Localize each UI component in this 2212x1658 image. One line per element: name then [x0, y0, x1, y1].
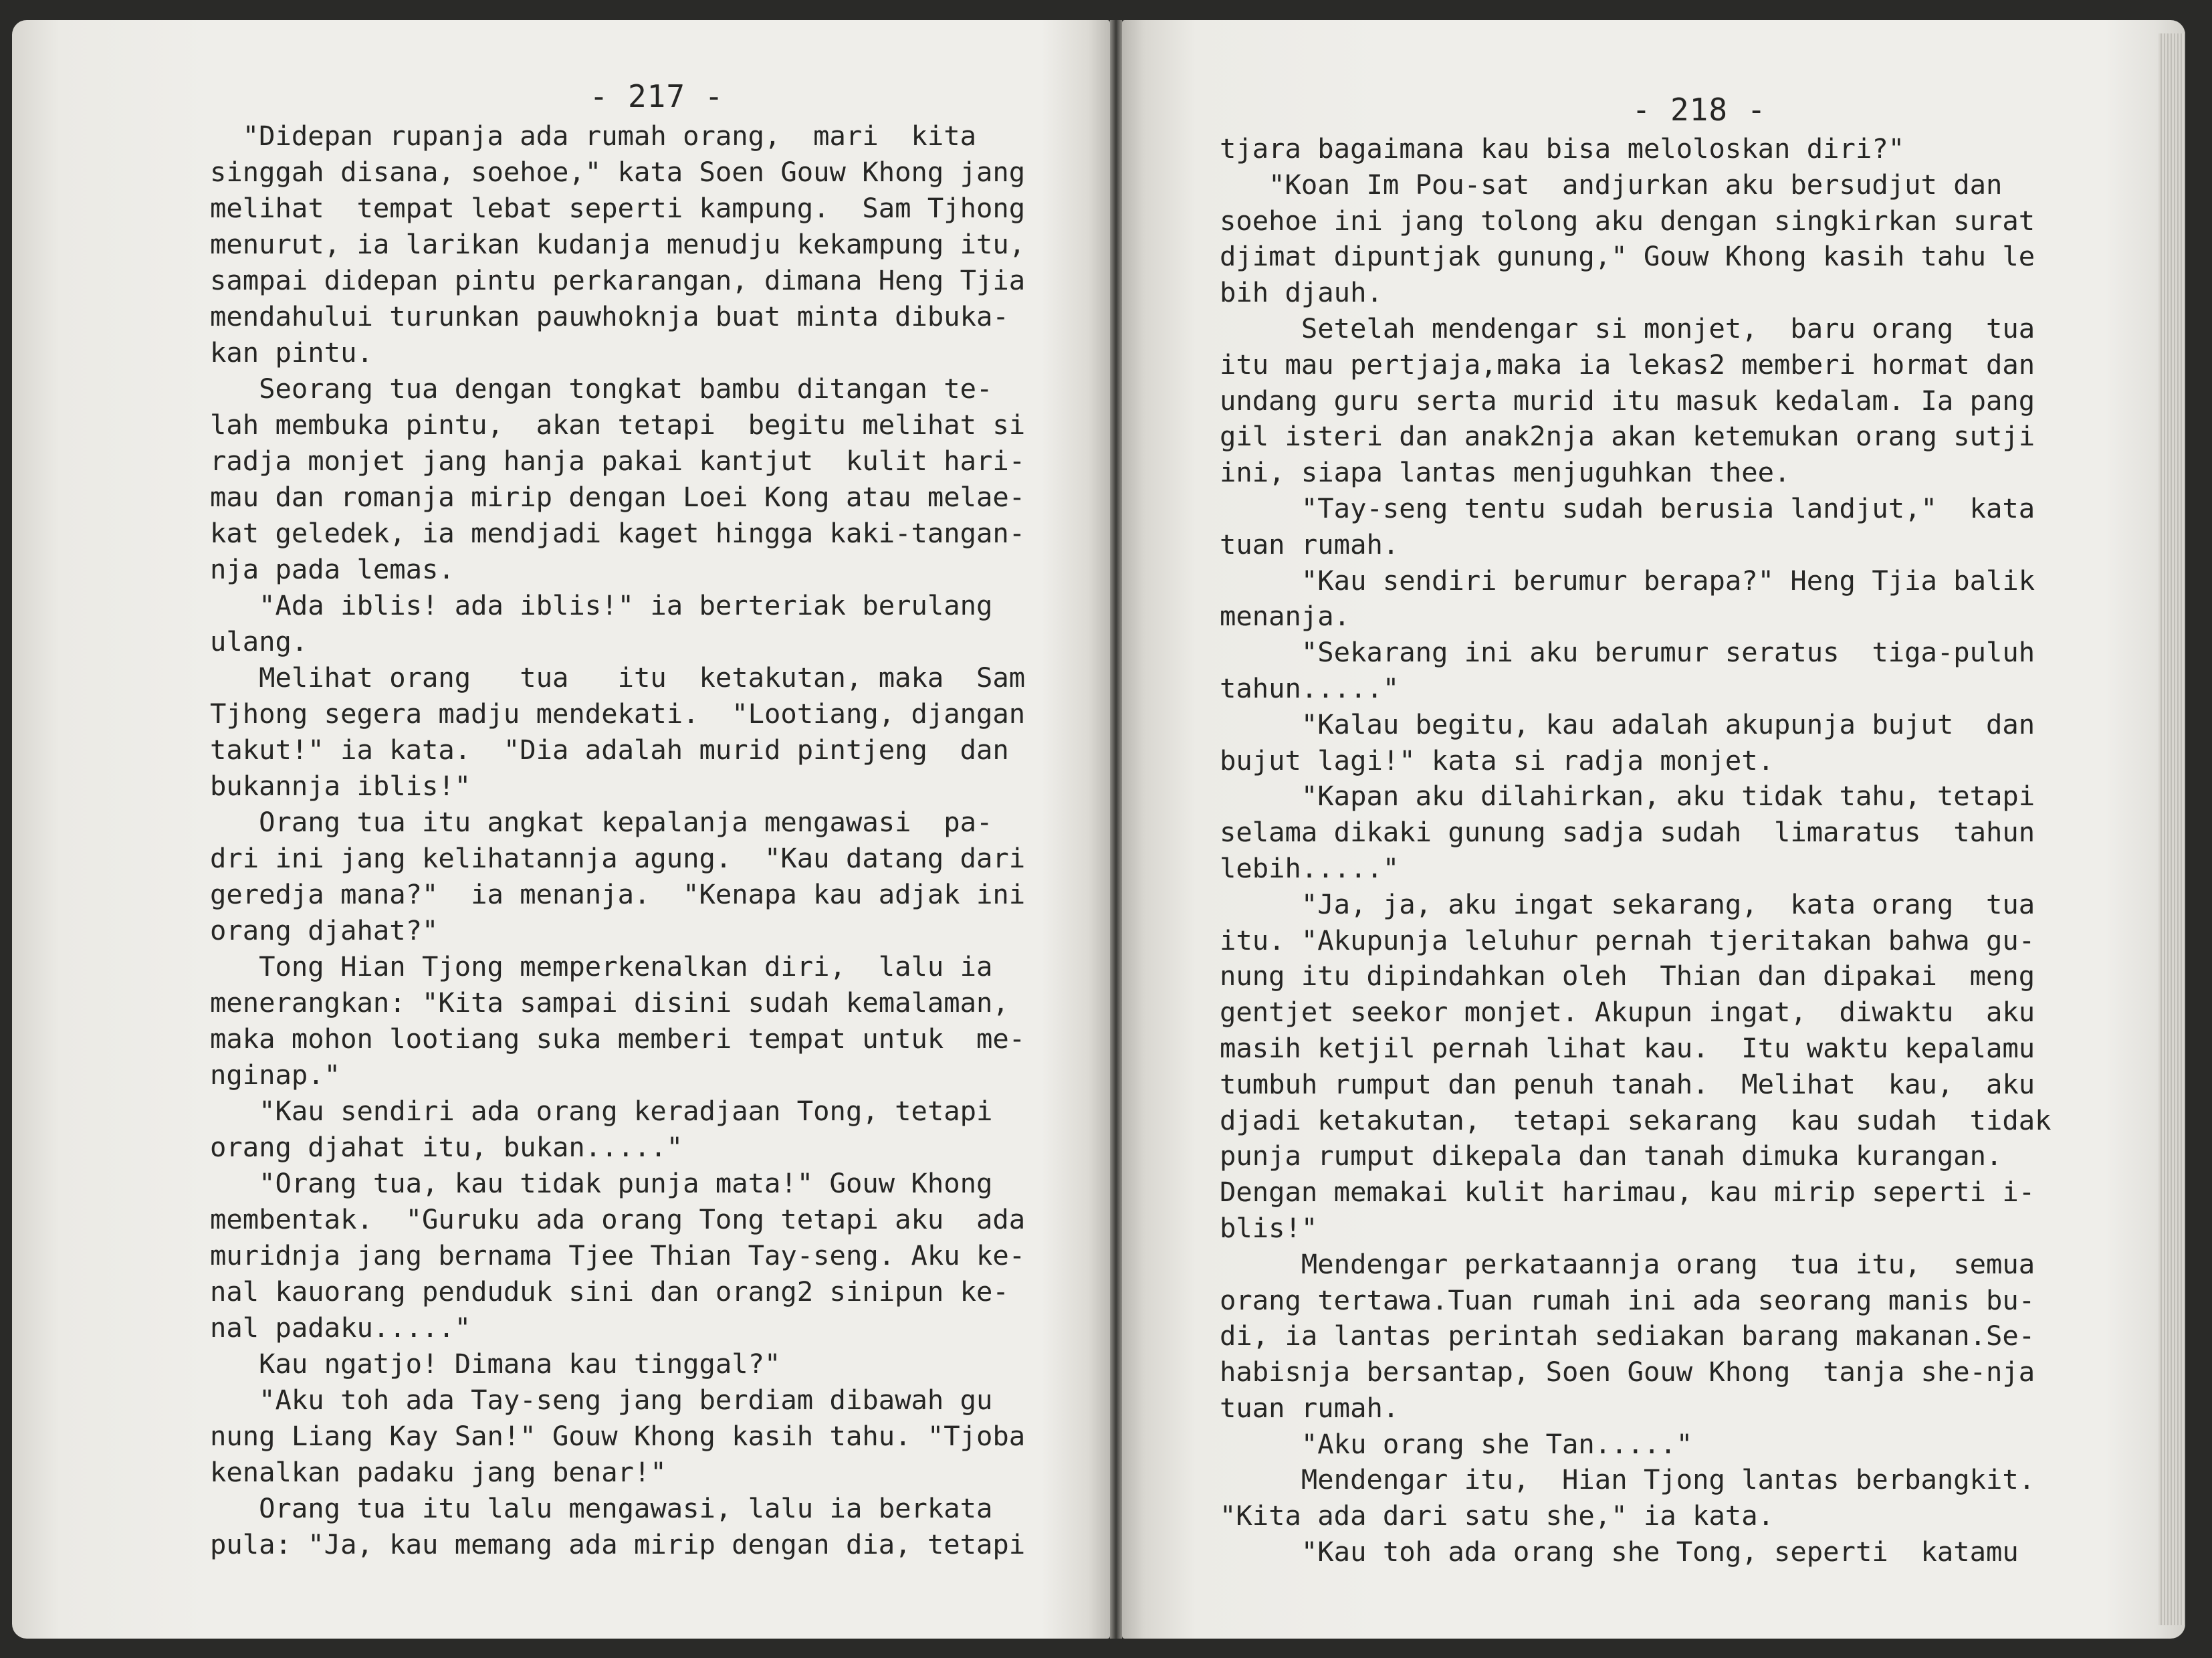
text-line: Mendengar perkataannja orang tua itu, semua: [1220, 1247, 2035, 1280]
page-number-right: - 218 -: [1632, 92, 1767, 128]
text-line: "Kau toh ada orang she Tong, seperti katamu: [1220, 1536, 2019, 1568]
text-line: kat geledek, ia mendjadi kaget hingga kaki-tangan-: [210, 517, 1026, 549]
text-line: nal kauorang penduduk sini dan orang2 sinipun ke-: [210, 1275, 1009, 1308]
text-line: tuan rumah.: [1220, 1391, 1400, 1424]
text-line: punja rumput dikepala dan tanah dimuka kurangan.: [1220, 1140, 2003, 1172]
text-line: "Kau sendiri ada orang keradjaan Tong, tetapi: [210, 1095, 993, 1127]
text-line: undang guru serta murid itu masuk kedalam. Ia pang: [1220, 384, 2035, 417]
text-line: nginap.": [210, 1059, 341, 1091]
text-line: "Orang tua, kau tidak punja mata!" Gouw Khong: [210, 1167, 993, 1199]
text-line: "Koan Im Pou-sat andjurkan aku bersudjut dan: [1220, 168, 2003, 201]
text-line: Setelah mendengar si monjet, baru orang tua: [1220, 312, 2035, 344]
text-line: Orang tua itu lalu mengawasi, lalu ia berkata: [210, 1492, 993, 1524]
text-line: gentjet seekor monjet. Akupun ingat, diwaktu aku: [1220, 996, 2035, 1029]
text-line: nung Liang Kay San!" Gouw Khong kasih tahu. "Tjoba: [210, 1420, 1026, 1452]
text-line: tahun.....": [1220, 671, 1400, 704]
text-line: "Aku orang she Tan.....": [1220, 1427, 1693, 1460]
text-line: sampai didepan pintu perkarangan, dimana Heng Tjia: [210, 264, 1026, 296]
text-line: "Didepan rupanja ada rumah orang, mari kita: [210, 120, 977, 152]
text-line: bih djauh.: [1220, 276, 1383, 309]
text-line: tuan rumah.: [1220, 528, 1400, 560]
text-line: blis!": [1220, 1211, 1318, 1244]
text-line: habisnja bersantap, Soen Gouw Khong tanja she-nja: [1220, 1356, 2035, 1388]
book-gutter: [1110, 20, 1122, 1639]
text-line: muridnja jang bernama Tjee Thian Tay-seng. Aku ke-: [210, 1239, 1026, 1271]
text-line: maka mohon lootiang suka memberi tempat untuk me-: [210, 1023, 1026, 1055]
text-line: "Kalau begitu, kau adalah akupunja bujut dan: [1220, 708, 2035, 740]
text-line: radja monjet jang hanja pakai kantjut kulit hari-: [210, 445, 1026, 477]
text-line: Kau ngatjo! Dimana kau tinggal?": [210, 1348, 781, 1380]
text-line: tjara bagaimana kau bisa meloloskan diri?": [1220, 132, 1905, 165]
text-line: orang djahat?": [210, 914, 439, 946]
text-line: Tjhong segera madju mendekati. "Lootiang, djangan: [210, 698, 1026, 730]
text-line: itu. "Akupunja leluhur pernah tjeritakan bahwa gu-: [1220, 924, 2035, 956]
text-line: lebih.....": [1220, 851, 1400, 884]
text-line: kan pintu.: [210, 336, 373, 369]
text-line: singgah disana, soehoe," kata Soen Gouw Khong jang: [210, 156, 1026, 188]
text-line: nja pada lemas.: [210, 553, 455, 585]
right-page-text: [1220, 131, 2125, 1570]
text-line: ulang.: [210, 625, 308, 657]
right-page: [1122, 20, 2185, 1639]
text-line: Tong Hian Tjong memperkenalkan diri, lalu ia: [210, 950, 993, 982]
text-line: gil isteri dan anak2nja akan ketemukan orang sutji: [1220, 420, 2035, 453]
text-line: pula: "Ja, kau memang ada mirip dengan dia, tetapi: [210, 1528, 1026, 1560]
text-line: masih ketjil pernah lihat kau. Itu waktu kepalamu: [1220, 1031, 2035, 1064]
page-edges: [2159, 33, 2185, 1625]
text-line: djimat dipuntjak gunung," Gouw Khong kasih tahu le: [1220, 240, 2035, 273]
text-line: geredja mana?" ia menanja. "Kenapa kau adjak ini: [210, 878, 1026, 910]
text-line: Orang tua itu angkat kepalanja mengawasi pa-: [210, 806, 993, 838]
text-line: ini, siapa lantas menjuguhkan thee.: [1220, 456, 1791, 489]
text-line: mendahului turunkan pauwhoknja buat minta dibuka-: [210, 300, 1009, 332]
text-line: itu mau pertjaja,maka ia lekas2 memberi hormat dan: [1220, 348, 2035, 381]
left-page-text: [210, 118, 1063, 1562]
text-line: "Kapan aku dilahirkan, aku tidak tahu, tetapi: [1220, 780, 2035, 813]
text-line: menanja.: [1220, 600, 1351, 633]
text-line: dri ini jang kelihatannja agung. "Kau datang dari: [210, 842, 1026, 874]
text-line: djadi ketakutan, tetapi sekarang kau sudah tidak: [1220, 1104, 2052, 1136]
text-line: menurut, ia larikan kudanja menudju kekampung itu,: [210, 228, 1026, 260]
text-line: Seorang tua dengan tongkat bambu ditangan te-: [210, 373, 993, 405]
text-line: selama dikaki gunung sadja sudah limaratus tahun: [1220, 816, 2035, 849]
left-page: [12, 20, 1110, 1639]
text-line: "Tay-seng tentu sudah berusia landjut," kata: [1220, 492, 2035, 524]
text-line: soehoe ini jang tolong aku dengan singkirkan surat: [1220, 204, 2035, 237]
text-line: melihat tempat lebat seperti kampung. Sam Tjhong: [210, 192, 1026, 224]
text-line: takut!" ia kata. "Dia adalah murid pintjeng dan: [210, 734, 1009, 766]
text-line: "Ada iblis! ada iblis!" ia berteriak berulang: [210, 589, 993, 621]
text-line: mau dan romanja mirip dengan Loei Kong atau melae-: [210, 481, 1026, 513]
text-line: lah membuka pintu, akan tetapi begitu melihat si: [210, 409, 1026, 441]
open-book: [12, 20, 2185, 1639]
text-line: membentak. "Guruku ada orang Tong tetapi aku ada: [210, 1203, 1026, 1235]
text-line: menerangkan: "Kita sampai disini sudah kemalaman,: [210, 987, 1009, 1019]
text-line: "Ja, ja, aku ingat sekarang, kata orang tua: [1220, 888, 2035, 920]
page-number-left: - 217 -: [589, 78, 724, 114]
text-line: "Sekarang ini aku berumur seratus tiga-puluh: [1220, 636, 2035, 669]
text-line: bujut lagi!" kata si radja monjet.: [1220, 744, 1775, 776]
text-line: "Kita ada dari satu she," ia kata.: [1220, 1499, 1775, 1532]
text-line: orang tertawa.Tuan rumah ini ada seorang manis bu-: [1220, 1283, 2035, 1316]
text-line: "Aku toh ada Tay-seng jang berdiam dibawah gu: [210, 1384, 993, 1416]
text-line: orang djahat itu, bukan.....": [210, 1131, 683, 1163]
text-line: nal padaku.....": [210, 1312, 471, 1344]
text-line: Mendengar itu, Hian Tjong lantas berbangkit.: [1220, 1463, 2035, 1496]
text-line: bukannja iblis!": [210, 770, 471, 802]
text-line: tumbuh rumput dan penuh tanah. Melihat kau, aku: [1220, 1067, 2035, 1100]
text-line: nung itu dipindahkan oleh Thian dan dipakai meng: [1220, 960, 2035, 993]
text-line: kenalkan padaku jang benar!": [210, 1456, 667, 1488]
text-line: "Kau sendiri berumur berapa?" Heng Tjia balik: [1220, 564, 2035, 597]
text-line: Melihat orang tua itu ketakutan, maka Sam: [210, 661, 1026, 694]
text-line: Dengan memakai kulit harimau, kau mirip seperti i-: [1220, 1176, 2035, 1209]
text-line: di, ia lantas perintah sediakan barang makanan.Se-: [1220, 1320, 2035, 1352]
